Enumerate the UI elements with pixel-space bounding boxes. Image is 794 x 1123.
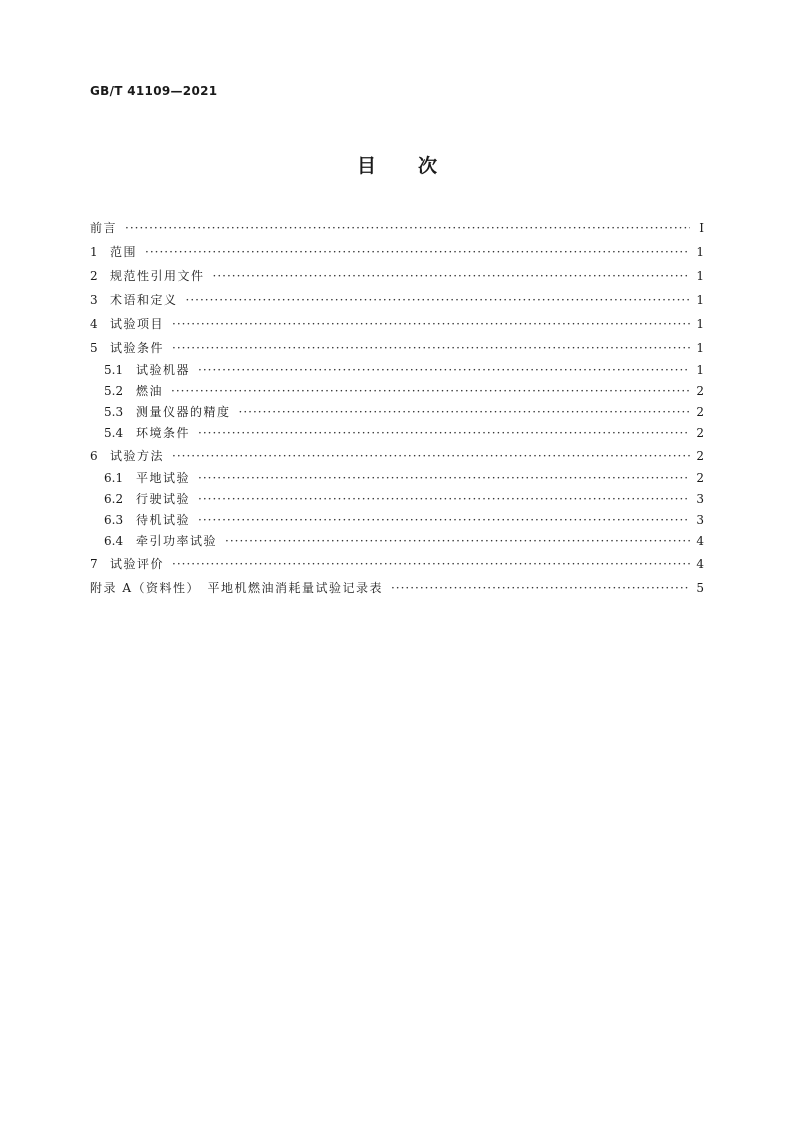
- toc-page-number: 2: [696, 471, 704, 485]
- toc-page-number: 1: [696, 269, 704, 283]
- toc-number: 6.2: [104, 492, 124, 506]
- toc-entry-6-4[interactable]: [90, 531, 704, 552]
- toc-leader-dots: [391, 576, 690, 600]
- toc-label: 附录 A（资料性） 平地机燃油消耗量试验记录表: [90, 581, 383, 595]
- toc-entry-5-4[interactable]: [90, 423, 704, 444]
- toc-label: 术语和定义: [110, 293, 178, 307]
- toc-leader-dots: [172, 312, 690, 336]
- toc-entry-annex-a[interactable]: [90, 576, 704, 600]
- toc-label: 牵引功率试验: [136, 534, 218, 548]
- toc-number: 5.4: [104, 426, 124, 440]
- toc-entry-2[interactable]: [90, 264, 704, 288]
- toc-entry-1[interactable]: [90, 240, 704, 264]
- toc-label: 测量仪器的精度: [136, 405, 231, 419]
- toc-leader-dots: [213, 264, 690, 288]
- toc-page-number: 3: [696, 492, 704, 506]
- toc-page-number: 1: [696, 317, 704, 331]
- toc-leader-dots: [198, 489, 690, 510]
- toc-leader-dots: [198, 510, 690, 531]
- toc-page-number: 2: [696, 449, 704, 463]
- toc-entry-5-1[interactable]: [90, 360, 704, 381]
- toc-entry-4[interactable]: [90, 312, 704, 336]
- toc-entry-5-3[interactable]: [90, 402, 704, 423]
- toc-leader-dots: [172, 336, 690, 360]
- toc-label: 试验方法: [110, 449, 165, 463]
- toc-page-number: 2: [696, 426, 704, 440]
- title-char-2: 次: [418, 155, 438, 177]
- toc-page-number: 2: [696, 405, 704, 419]
- toc-page-number: 3: [696, 513, 704, 527]
- toc-number: 1: [90, 245, 98, 259]
- toc-page-number: 1: [696, 363, 704, 377]
- toc-leader-dots: [145, 240, 690, 264]
- toc-page-number: 1: [696, 341, 704, 355]
- toc-label: 规范性引用文件: [110, 269, 205, 283]
- toc-page-number: 4: [696, 534, 704, 548]
- toc-entry-6-1[interactable]: [90, 468, 704, 489]
- toc-entry-foreword[interactable]: [90, 216, 704, 240]
- title-char-1: 目: [356, 155, 376, 177]
- toc-leader-dots: [125, 216, 690, 240]
- toc-number: 6.4: [104, 534, 124, 548]
- toc-label: 环境条件: [136, 426, 191, 440]
- toc-number: 2: [90, 269, 98, 283]
- toc-entry-6-3[interactable]: [90, 510, 704, 531]
- toc-leader-dots: [225, 531, 690, 552]
- toc-number: 7: [90, 557, 98, 571]
- toc-label: 燃油: [136, 384, 164, 398]
- toc-label: 行驶试验: [136, 492, 191, 506]
- toc-label: 范围: [110, 245, 138, 259]
- toc-page-number: 1: [696, 293, 704, 307]
- toc-label: 试验评价: [110, 557, 165, 571]
- toc-entry-6-2[interactable]: [90, 489, 704, 510]
- toc-entry-5[interactable]: [90, 336, 704, 360]
- toc-number: 5.3: [104, 405, 124, 419]
- toc-label: 待机试验: [136, 513, 191, 527]
- toc-number: 6.1: [104, 471, 124, 485]
- toc-number: 4: [90, 317, 98, 331]
- toc-leader-dots: [186, 288, 690, 312]
- toc-entry-5-2[interactable]: [90, 381, 704, 402]
- toc-number: 6: [90, 449, 98, 463]
- toc-label: 试验条件: [110, 341, 165, 355]
- standard-code: GB/T 41109—2021: [90, 84, 218, 98]
- toc-number: 6.3: [104, 513, 124, 527]
- toc-page-number: 1: [696, 245, 704, 259]
- toc-page-number: 2: [696, 384, 704, 398]
- toc-number: 5: [90, 341, 98, 355]
- toc-page-number: 5: [696, 581, 704, 595]
- toc-leader-dots: [172, 552, 690, 576]
- toc-entry-3[interactable]: [90, 288, 704, 312]
- toc-page-number: 4: [696, 557, 704, 571]
- page-title: [0, 151, 794, 178]
- toc-label: 试验项目: [110, 317, 165, 331]
- toc-leader-dots: [239, 402, 690, 423]
- toc-entry-6[interactable]: [90, 444, 704, 468]
- toc-label: 前言: [90, 221, 118, 235]
- toc-entry-7[interactable]: [90, 552, 704, 576]
- toc-number: 3: [90, 293, 98, 307]
- toc-number: 5.1: [104, 363, 124, 377]
- toc-number: 5.2: [104, 384, 124, 398]
- toc-label: 试验机器: [136, 363, 191, 377]
- toc-leader-dots: [198, 360, 690, 381]
- toc-page-number: Ⅰ: [699, 221, 704, 235]
- toc-leader-dots: [172, 444, 690, 468]
- table-of-contents: [90, 216, 704, 600]
- toc-leader-dots: [198, 423, 690, 444]
- toc-leader-dots: [171, 381, 690, 402]
- toc-label: 平地试验: [136, 471, 191, 485]
- toc-leader-dots: [198, 468, 690, 489]
